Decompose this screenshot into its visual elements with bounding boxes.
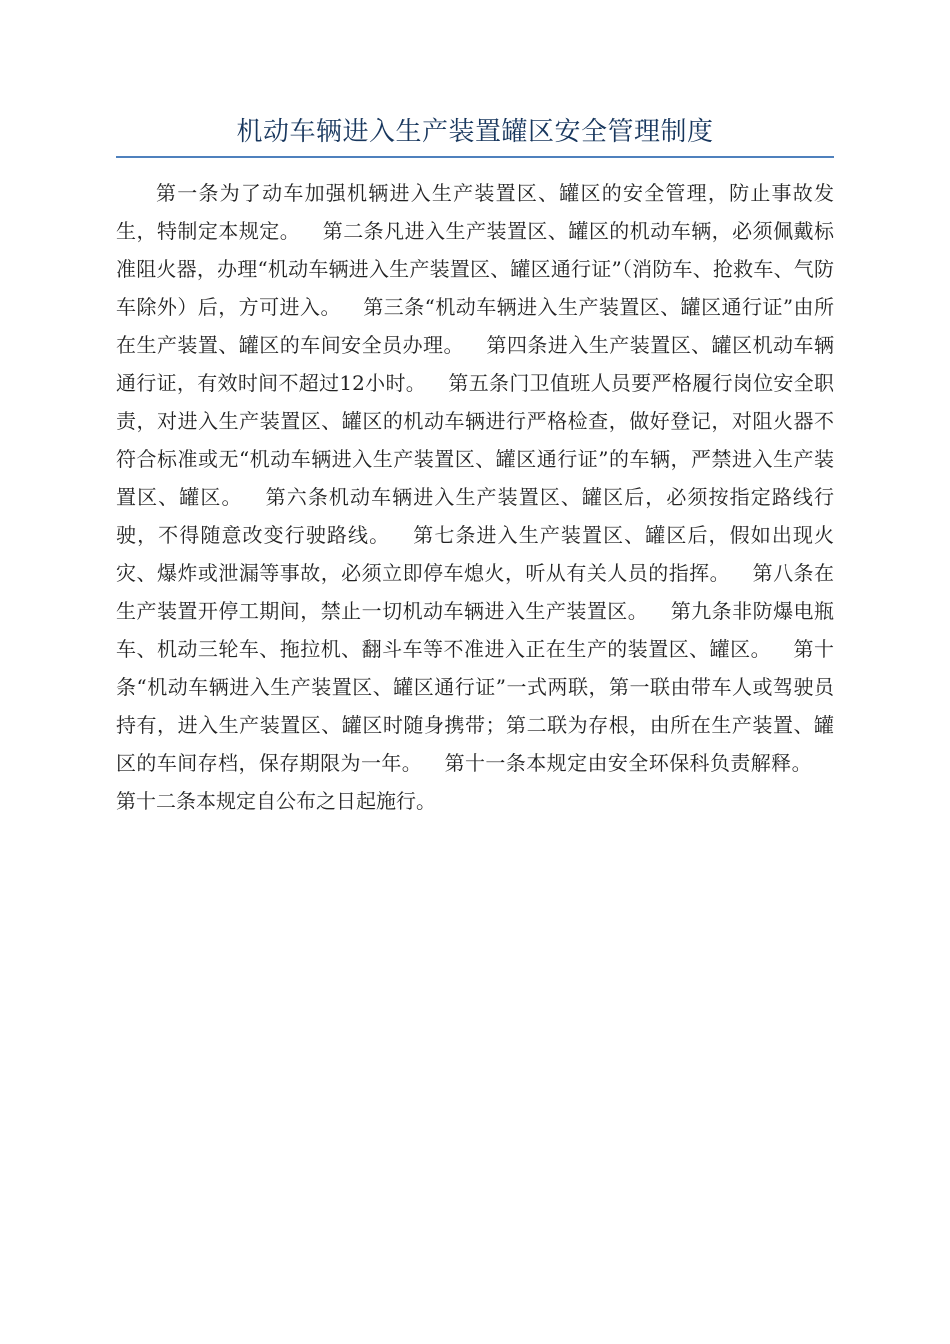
article-11: 第十一条本规定由安全环保科负责解释。 bbox=[444, 751, 813, 775]
article-6: 第六条机动车辆进入生产装置区、罐区后，必须按指定路线行驶，不得随意改变行驶路线。 bbox=[116, 485, 835, 547]
article-3: 第三条“机动车辆进入生产装置区、罐区通行证”由所在生产装置、罐区的车间安全员办理。 bbox=[116, 295, 835, 357]
article-2: 第二条凡进入生产装置区、罐区的机动车辆，必须佩戴标准阻火器，办理“机动车辆进入生产装置区、罐区通行证”（消防车、抢救车、气防车除外）后，方可进入。 bbox=[116, 219, 835, 319]
article-12: 第十二条本规定自公布之日起施行。 bbox=[116, 789, 436, 813]
article-4: 第四条进入生产装置区、罐区机动车辆通行证，有效时间不超过12小时。 bbox=[116, 333, 834, 395]
document-body bbox=[116, 174, 834, 820]
article-10: 第十条“机动车辆进入生产装置区、罐区通行证”一式两联，第一联由带车人或驾驶员持有，进入生产装置区、罐区时随身携带；第二联为存根，由所在生产装置、罐区的车间存档，保存期限为一年。 bbox=[116, 637, 835, 775]
article-5: 第五条门卫值班人员要严格履行岗位安全职责，对进入生产装置区、罐区的机动车辆进行严格检查，做好登记，对阻火器不符合标准或无“机动车辆进入生产装置区、罐区通行证”的车辆，严禁进入生产装置区、罐区。 bbox=[116, 371, 835, 509]
article-7: 第七条进入生产装置区、罐区后，假如出现火灾、爆炸或泄漏等事故，必须立即停车熄火，听从有关人员的指挥。 bbox=[116, 523, 835, 585]
document-title: 机动车辆进入生产装置罐区安全管理制度 bbox=[236, 117, 714, 147]
article-9: 第九条非防爆电瓶车、机动三轮车、拖拉机、翻斗车等不准进入正在生产的装置区、罐区。 bbox=[116, 599, 835, 661]
article-1: 第一条为了动车加强机辆进入生产装置区、罐区的安全管理，防止事故发生，特制定本规定。 bbox=[116, 181, 834, 243]
title-block bbox=[116, 112, 834, 158]
article-8: 第八条在生产装置开停工期间，禁止一切机动车辆进入生产装置区。 bbox=[116, 561, 835, 623]
